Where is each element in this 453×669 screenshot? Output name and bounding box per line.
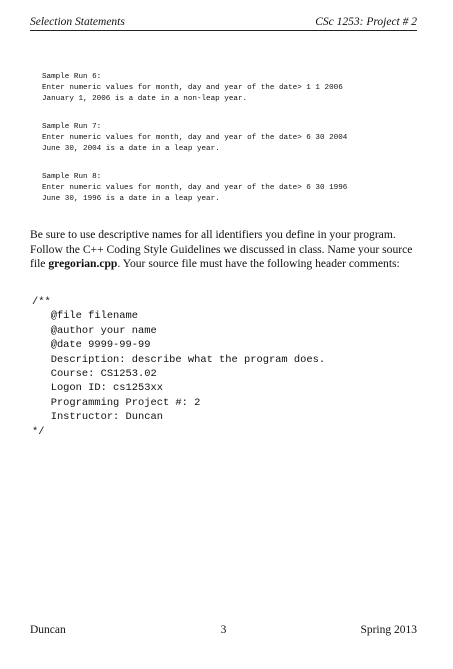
code-line: Course: CS1253.02 <box>32 368 157 381</box>
source-filename: gregorian.cpp <box>48 257 118 270</box>
sample-run-result: June 30, 2004 is a date in a leap year. <box>42 145 220 153</box>
footer-term: Spring 2013 <box>360 624 417 636</box>
sample-run-label: Sample Run 8: <box>42 173 102 181</box>
sample-run-prompt: Enter numeric values for month, day and year of the date> 6 30 2004 <box>42 134 348 142</box>
sample-run-prompt: Enter numeric values for month, day and year of the date> 1 1 2006 <box>42 84 343 92</box>
header-course-title: CSc 1253: Project # 2 <box>315 16 417 28</box>
code-line: Instructor: Duncan <box>32 411 163 424</box>
sample-run-label: Sample Run 7: <box>42 123 102 131</box>
header-comment-block <box>32 295 412 439</box>
running-header <box>30 14 417 30</box>
sample-run <box>42 172 432 205</box>
sample-run <box>42 72 432 105</box>
paragraph-text-after: . Your source file must have the following header comments: <box>117 257 400 270</box>
code-line: Logon ID: cs1253xx <box>32 382 163 395</box>
footer-author: Duncan <box>30 624 66 636</box>
instructions-paragraph <box>30 228 422 272</box>
page-number: 3 <box>220 624 227 636</box>
sample-run-prompt: Enter numeric values for month, day and year of the date> 6 30 1996 <box>42 184 348 192</box>
code-line: /** <box>32 296 51 308</box>
sample-run-result: January 1, 2006 is a date in a non-leap year. <box>42 95 248 103</box>
running-footer <box>30 622 417 638</box>
sample-run-result: June 30, 1996 is a date in a leap year. <box>42 195 220 203</box>
sample-run-label: Sample Run 6: <box>42 73 102 81</box>
code-line: @date 9999-99-99 <box>32 339 151 352</box>
header-section-title: Selection Statements <box>30 16 125 28</box>
header-rule <box>30 30 417 31</box>
paragraph-text-before: Be sure to use descriptive names for all identifiers you define in your program. Follow the C++ Coding Style Guidelines we discussed in class. Name your source file <box>30 228 413 270</box>
code-line: Programming Project #: 2 <box>32 396 201 409</box>
code-line: @file filename <box>32 310 139 323</box>
code-line: @author your name <box>32 324 157 337</box>
code-line: Description: describe what the program does. <box>32 353 326 366</box>
code-line: */ <box>32 425 45 438</box>
sample-runs <box>42 72 432 222</box>
sample-run <box>42 122 432 155</box>
